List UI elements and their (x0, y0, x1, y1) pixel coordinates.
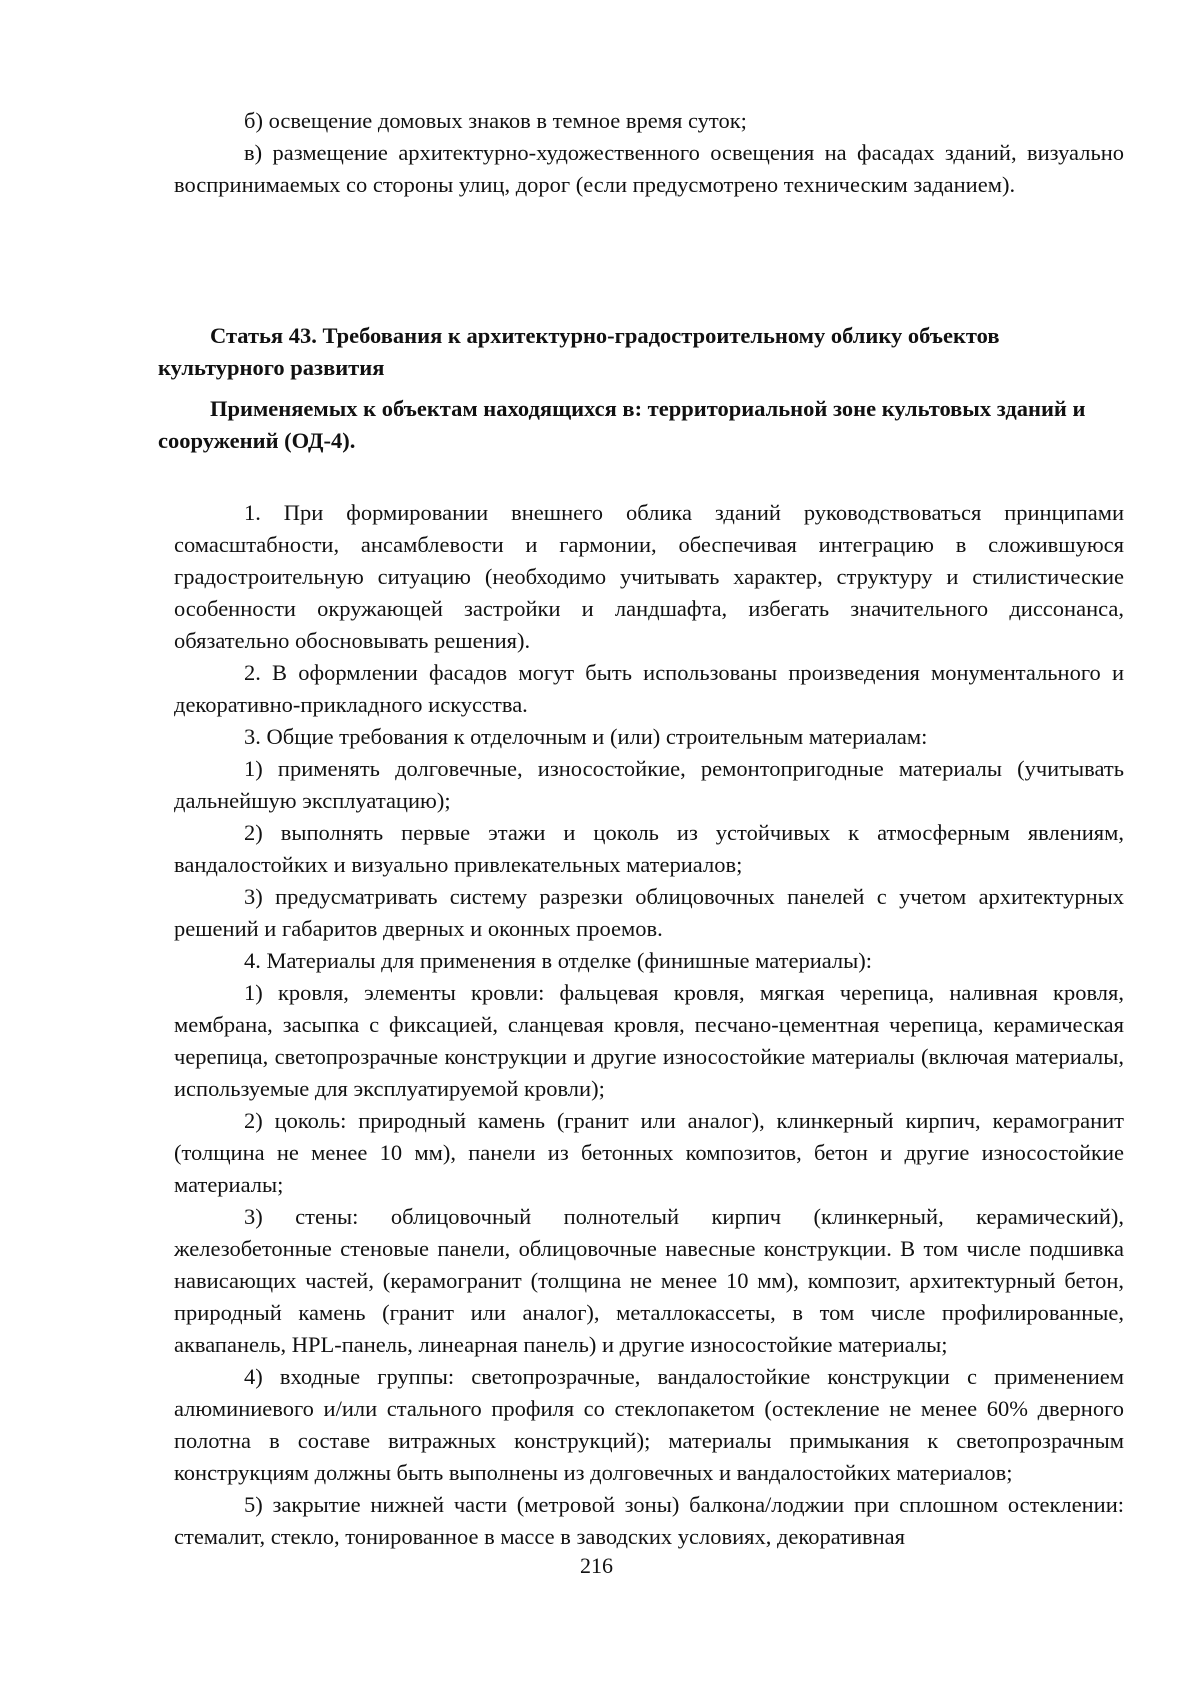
paragraph-3: 3. Общие требования к отделочным и (или) строительным материалам: (244, 724, 928, 749)
zone-subheading: Применяемых к объектам находящихся в: территориальной зоне культовых зданий и сооружений (ОД-4). (158, 396, 1086, 453)
paragraph-4: 4. Материалы для применения в отделке (финишные материалы): (244, 948, 873, 973)
article-body (174, 497, 1124, 1553)
article-heading: Статья 43. Требования к архитектурно-градостроительному облику объектов культурного развития (158, 323, 1000, 380)
paragraph-4-4: 4) входные группы: светопрозрачные, вандалостойкие конструкции с применением алюминиевого и/или стального профиля со стеклопакетом (остекление не менее 60% дверного полотна в составе витражных конструкций); материалы примыкания к светопрозрачным конструкциям должны быть выполнены из долговечных и вандалостойких материалов; (174, 1364, 1124, 1485)
paragraph-facade-lighting: в) размещение архитектурно-художественного освещения на фасадах зданий, визуально воспринимаемых со стороны улиц, дорог (если предусмотрено техническим заданием). (174, 140, 1124, 197)
paragraph-1: 1. При формировании внешнего облика зданий руководствоваться принципами сомасштабности, ансамблевости и гармонии, обеспечивая интеграцию в сложившуюся градостроительную ситуацию (необходимо учитывать характер, структуру и стилистические особенности окружающей застройки и ландшафта, избегать значительного диссонанса, обязательно обосновывать решения). (174, 500, 1124, 653)
paragraph-house-sign-lighting: б) освещение домовых знаков в темное время суток; (244, 108, 747, 133)
paragraph-4-3: 3) стены: облицовочный полнотелый кирпич (клинкерный, керамический), железобетонные стеновые панели, облицовочные навесные конструкции. В том числе подшивка нависающих частей, (керамогранит (толщина не менее 10 мм), композит, архитектурный бетон, природный камень (гранит или аналог), металлокассеты, в том числе профилированные, аквапанель, HPL-панель, линеарная панель) и другие износостойкие материалы; (174, 1204, 1124, 1357)
paragraph-3-3: 3) предусматривать систему разрезки облицовочных панелей с учетом архитектурных решений и габаритов дверных и оконных проемов. (174, 884, 1124, 941)
paragraph-2: 2. В оформлении фасадов могут быть использованы произведения монументального и декоративно-прикладного искусства. (174, 660, 1124, 717)
paragraph-3-2: 2) выполнять первые этажи и цоколь из устойчивых к атмосферным явлениям, вандалостойких и визуально привлекательных материалов; (174, 820, 1124, 877)
paragraph-3-1: 1) применять долговечные, износостойкие, ремонтопригодные материалы (учитывать дальнейшую эксплуатацию); (174, 756, 1124, 813)
lighting-list (174, 105, 1124, 201)
paragraph-4-5: 5) закрытие нижней части (метровой зоны) балкона/лоджии при сплошном остеклении: стемалит, стекло, тонированное в массе в заводских условиях, декоративная (174, 1492, 1124, 1549)
page-number: 216 (580, 1553, 613, 1578)
paragraph-4-2: 2) цоколь: природный камень (гранит или аналог), клинкерный кирпич, керамогранит (толщина не менее 10 мм), панели из бетонных композитов, бетон и другие износостойкие материалы; (174, 1108, 1124, 1197)
paragraph-4-1: 1) кровля, элементы кровли: фальцевая кровля, мягкая черепица, наливная кровля, мембрана, засыпка с фиксацией, сланцевая кровля, песчано-цементная черепица, керамическая черепица, светопрозрачные конструкции и другие износостойкие материалы (включая материалы, используемые для эксплуатируемой кровли); (174, 980, 1124, 1101)
